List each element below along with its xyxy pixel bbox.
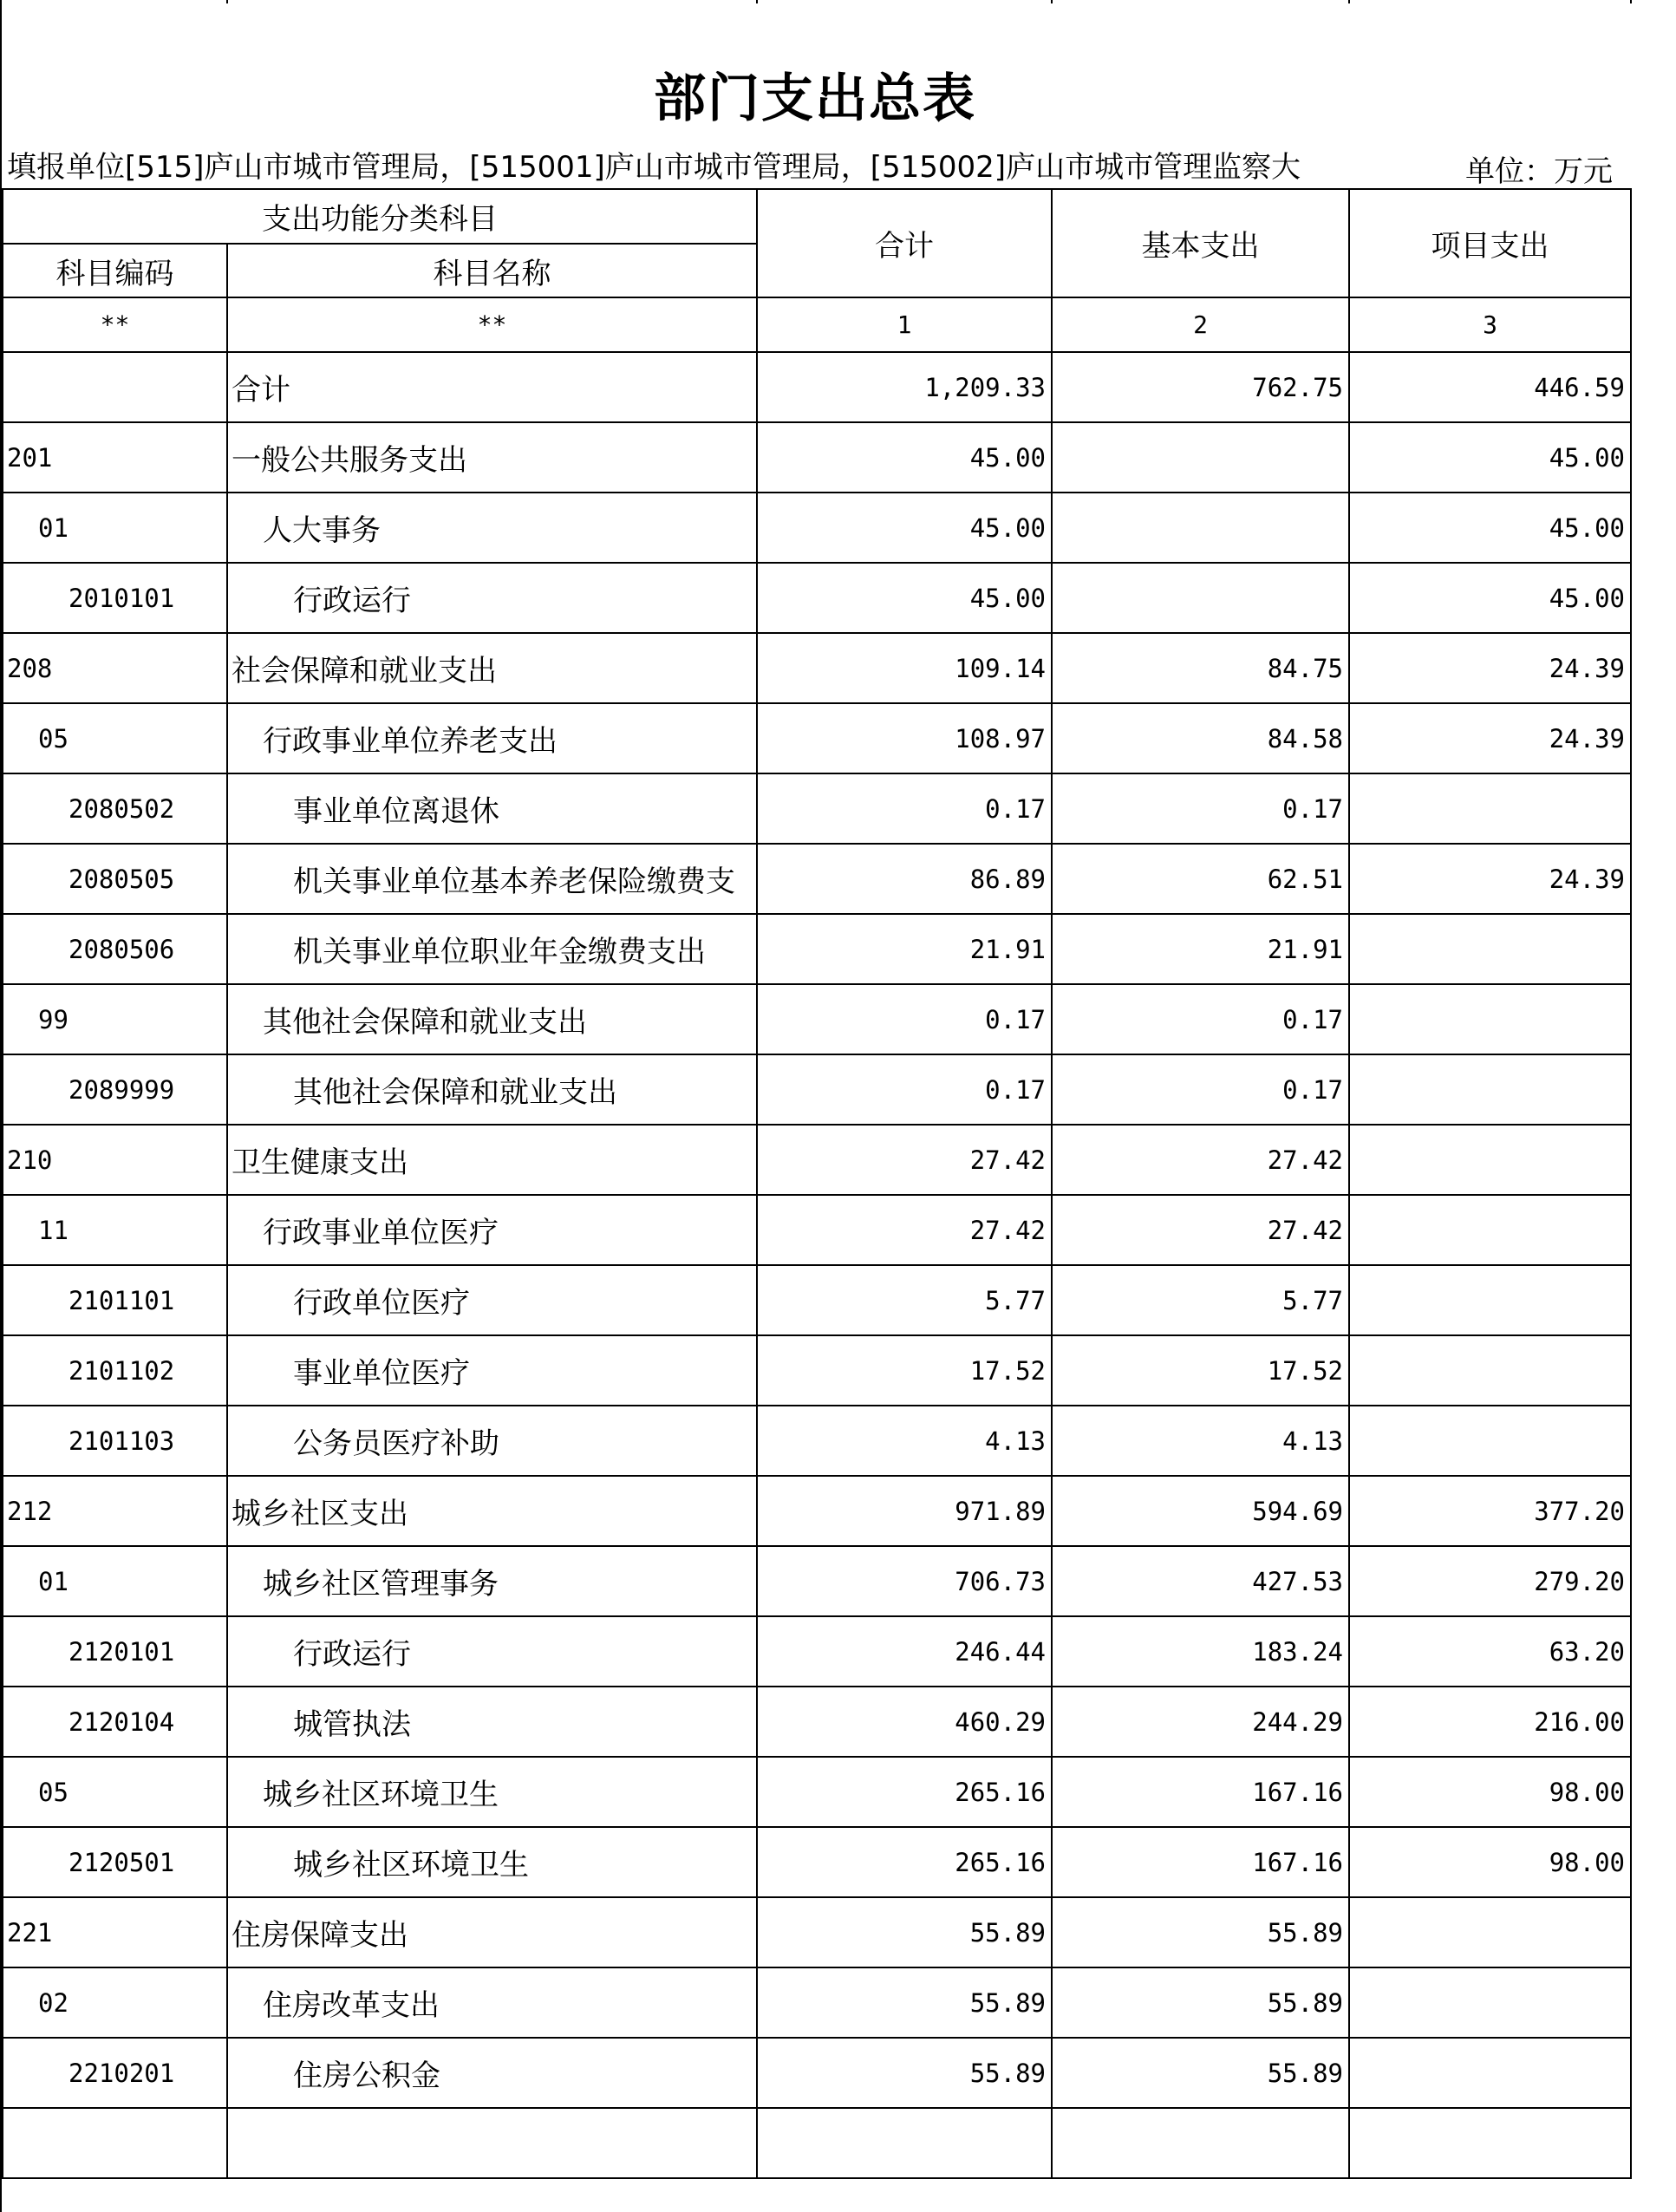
row-project-cell [1349,1265,1631,1335]
row-basic-cell: 21.91 [1052,914,1349,984]
row-code-cell: 2101103 [3,1406,227,1476]
row-total-cell: 109.14 [757,633,1052,703]
row-code-cell: 11 [3,1195,227,1265]
row-basic-cell: 0.17 [1052,984,1349,1054]
row-total-cell: 45.00 [757,493,1052,563]
row-basic-cell: 27.42 [1052,1125,1349,1195]
row-project-cell: 98.00 [1349,1757,1631,1827]
row-name-cell: 行政运行 [227,1616,757,1687]
row-basic-cell: 4.13 [1052,1406,1349,1476]
row-name-cell: 城乡社区管理事务 [227,1546,757,1616]
row-total-cell: 4.13 [757,1406,1052,1476]
table-row [3,773,1631,844]
row-project-cell [1349,1195,1631,1265]
row-name-cell: 行政单位医疗 [227,1265,757,1335]
row-total-cell: 21.91 [757,914,1052,984]
row-total-cell: 55.89 [757,1967,1052,2038]
header-function-class: 支出功能分类科目 [3,189,757,244]
row-name-cell: 事业单位离退休 [227,773,757,844]
row-name-cell: 住房公积金 [227,2038,757,2108]
row-name-cell: 事业单位医疗 [227,1335,757,1406]
row-project-cell: 45.00 [1349,493,1631,563]
row-project-cell [1349,1054,1631,1125]
row-project-cell [1349,1897,1631,1967]
row-code-cell: 208 [3,633,227,703]
table-row [3,1757,1631,1827]
row-basic-cell: 84.75 [1052,633,1349,703]
row-code-cell: 2010101 [3,563,227,633]
row-basic-cell: 594.69 [1052,1476,1349,1546]
row-total-cell: 0.17 [757,1054,1052,1125]
table-row [3,2108,1631,2178]
table-row [3,1897,1631,1967]
row-project-cell [1349,1125,1631,1195]
index-total: 1 [757,297,1052,352]
table-row [3,1125,1631,1195]
table-row [3,984,1631,1054]
row-basic-cell: 27.42 [1052,1195,1349,1265]
table-row [3,1406,1631,1476]
row-name-cell: 人大事务 [227,493,757,563]
row-name-cell: 行政事业单位养老支出 [227,703,757,773]
row-total-cell: 27.42 [757,1125,1052,1195]
row-code-cell: 02 [3,1967,227,2038]
row-total-cell [757,2108,1052,2178]
row-code-cell: 221 [3,1897,227,1967]
row-basic-cell [1052,422,1349,493]
row-code-cell: 01 [3,493,227,563]
row-basic-cell: 17.52 [1052,1335,1349,1406]
row-basic-cell: 167.16 [1052,1827,1349,1897]
row-code-cell [3,2108,227,2178]
row-name-cell: 行政事业单位医疗 [227,1195,757,1265]
index-basic: 2 [1052,297,1349,352]
row-basic-cell: 5.77 [1052,1265,1349,1335]
row-basic-cell: 183.24 [1052,1616,1349,1687]
table-row [3,1967,1631,2038]
row-total-cell: 5.77 [757,1265,1052,1335]
row-code-cell: 2120104 [3,1687,227,1757]
row-project-cell: 24.39 [1349,703,1631,773]
column-gridline-ticks [0,0,1676,3]
table-row [3,1546,1631,1616]
row-project-cell: 279.20 [1349,1546,1631,1616]
row-project-cell [1349,984,1631,1054]
row-total-cell: 1,209.33 [757,352,1052,422]
row-total-cell: 108.97 [757,703,1052,773]
row-total-cell: 460.29 [757,1687,1052,1757]
row-name-cell: 机关事业单位基本养老保险缴费支 [227,844,757,914]
row-project-cell: 446.59 [1349,352,1631,422]
row-total-cell: 265.16 [757,1757,1052,1827]
index-name: ** [227,297,757,352]
row-name-cell: 城管执法 [227,1687,757,1757]
row-name-cell: 城乡社区环境卫生 [227,1757,757,1827]
row-code-cell: 2120101 [3,1616,227,1687]
row-name-cell: 住房改革支出 [227,1967,757,2038]
row-basic-cell: 84.58 [1052,703,1349,773]
row-total-cell: 971.89 [757,1476,1052,1546]
row-project-cell: 63.20 [1349,1616,1631,1687]
row-total-cell: 45.00 [757,422,1052,493]
table-row [3,1335,1631,1406]
row-total-cell: 55.89 [757,1897,1052,1967]
table-row [3,844,1631,914]
header-code: 科目编码 [3,244,227,297]
row-basic-cell: 55.89 [1052,2038,1349,2108]
row-code-cell: 99 [3,984,227,1054]
header-total: 合计 [757,189,1052,297]
row-basic-cell: 244.29 [1052,1687,1349,1757]
row-basic-cell: 55.89 [1052,1967,1349,2038]
reporting-unit: 填报单位[515]庐山市城市管理局，[515001]庐山市城市管理局，[515002]庐山市城市管理监察大 [7,150,1301,185]
row-total-cell: 45.00 [757,563,1052,633]
table-row [3,1265,1631,1335]
row-total-cell: 0.17 [757,773,1052,844]
row-project-cell: 24.39 [1349,633,1631,703]
row-name-cell: 机关事业单位职业年金缴费支出 [227,914,757,984]
row-code-cell: 212 [3,1476,227,1546]
table-row [3,1195,1631,1265]
table-row [3,1687,1631,1757]
row-name-cell [227,2108,757,2178]
row-total-cell: 55.89 [757,2038,1052,2108]
page-title: 部门支出总表 [654,69,976,129]
unit-label: 单位：万元 [1465,154,1613,189]
row-total-cell: 0.17 [757,984,1052,1054]
row-code-cell: 01 [3,1546,227,1616]
row-total-cell: 706.73 [757,1546,1052,1616]
row-basic-cell: 0.17 [1052,773,1349,844]
row-basic-cell: 0.17 [1052,1054,1349,1125]
row-project-cell [1349,2038,1631,2108]
expenditure-table [2,188,1632,2179]
table-row [3,1476,1631,1546]
row-code-cell: 210 [3,1125,227,1195]
row-basic-cell [1052,563,1349,633]
row-code-cell: 2120501 [3,1827,227,1897]
row-basic-cell: 167.16 [1052,1757,1349,1827]
table-row [3,352,1631,422]
row-project-cell [1349,1406,1631,1476]
table-row [3,1827,1631,1897]
table-row [3,493,1631,563]
row-code-cell: 05 [3,1757,227,1827]
row-project-cell [1349,2108,1631,2178]
row-project-cell: 24.39 [1349,844,1631,914]
row-name-cell: 社会保障和就业支出 [227,633,757,703]
row-name-cell: 其他社会保障和就业支出 [227,1054,757,1125]
index-project: 3 [1349,297,1631,352]
row-code-cell: 2210201 [3,2038,227,2108]
header-name: 科目名称 [227,244,757,297]
row-code-cell: 2080505 [3,844,227,914]
row-project-cell: 377.20 [1349,1476,1631,1546]
row-code-cell: 2089999 [3,1054,227,1125]
row-basic-cell: 762.75 [1052,352,1349,422]
row-total-cell: 265.16 [757,1827,1052,1897]
row-project-cell: 98.00 [1349,1827,1631,1897]
row-name-cell: 合计 [227,352,757,422]
header-project: 项目支出 [1349,189,1631,297]
row-total-cell: 86.89 [757,844,1052,914]
row-total-cell: 246.44 [757,1616,1052,1687]
row-project-cell: 216.00 [1349,1687,1631,1757]
table-row [3,1616,1631,1687]
row-name-cell: 公务员医疗补助 [227,1406,757,1476]
row-name-cell: 卫生健康支出 [227,1125,757,1195]
row-code-cell: 201 [3,422,227,493]
row-basic-cell [1052,493,1349,563]
row-name-cell: 行政运行 [227,563,757,633]
table-row [3,633,1631,703]
row-basic-cell [1052,2108,1349,2178]
row-project-cell [1349,1335,1631,1406]
row-code-cell [3,352,227,422]
table-row [3,1054,1631,1125]
row-project-cell [1349,1967,1631,2038]
index-code: ** [3,297,227,352]
row-basic-cell: 427.53 [1052,1546,1349,1616]
row-name-cell: 一般公共服务支出 [227,422,757,493]
row-project-cell [1349,914,1631,984]
row-code-cell: 2101102 [3,1335,227,1406]
row-code-cell: 2080502 [3,773,227,844]
row-name-cell: 城乡社区支出 [227,1476,757,1546]
table-row [3,422,1631,493]
row-code-cell: 2101101 [3,1265,227,1335]
row-name-cell: 其他社会保障和就业支出 [227,984,757,1054]
table-row [3,563,1631,633]
row-basic-cell: 55.89 [1052,1897,1349,1967]
row-project-cell: 45.00 [1349,563,1631,633]
row-total-cell: 27.42 [757,1195,1052,1265]
row-code-cell: 05 [3,703,227,773]
header-basic: 基本支出 [1052,189,1349,297]
row-project-cell [1349,773,1631,844]
table-row [3,703,1631,773]
row-name-cell: 住房保障支出 [227,1897,757,1967]
row-name-cell: 城乡社区环境卫生 [227,1827,757,1897]
row-code-cell: 2080506 [3,914,227,984]
row-project-cell: 45.00 [1349,422,1631,493]
row-total-cell: 17.52 [757,1335,1052,1406]
row-basic-cell: 62.51 [1052,844,1349,914]
table-row [3,2038,1631,2108]
table-row [3,914,1631,984]
